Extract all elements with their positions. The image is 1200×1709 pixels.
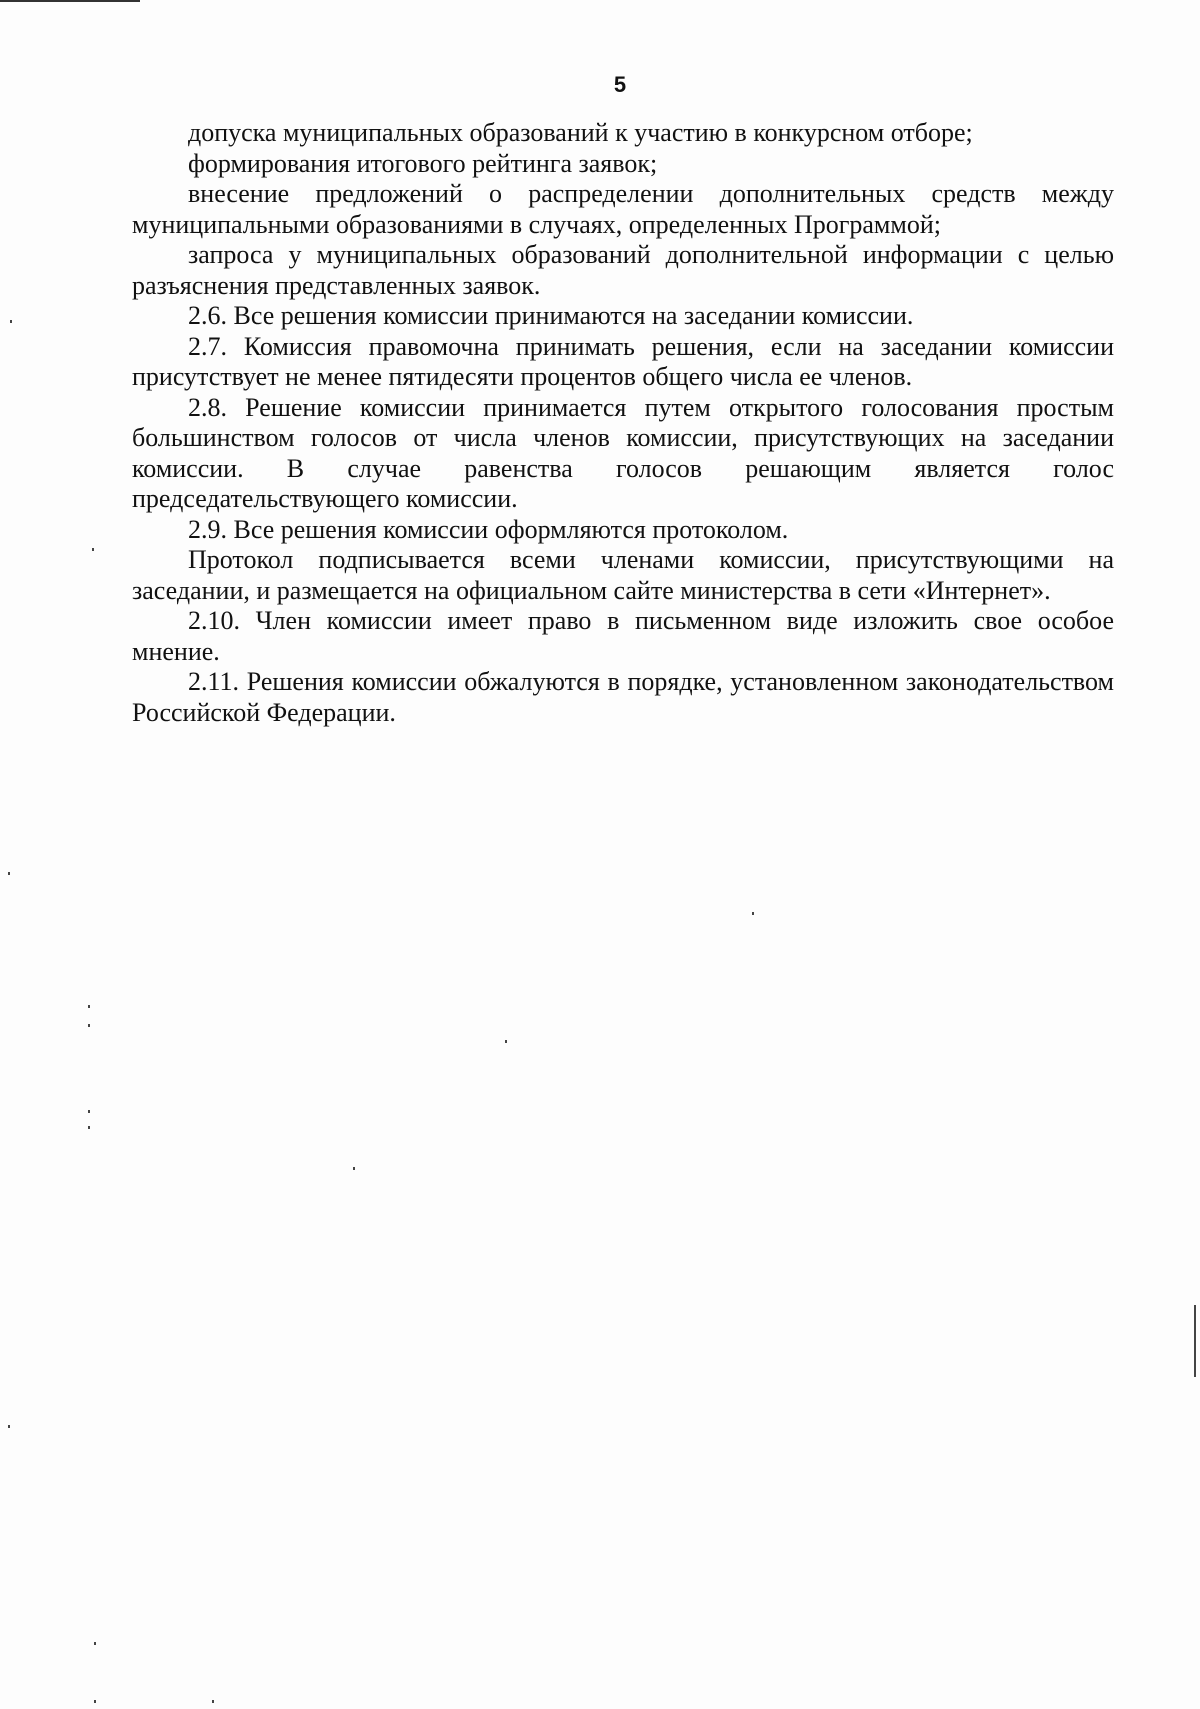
scan-speck [94, 1642, 96, 1645]
scan-speck [505, 1040, 507, 1043]
scan-speck [8, 1425, 10, 1428]
scan-speck [94, 1700, 96, 1703]
scan-speck [8, 872, 10, 875]
paragraph-request-info: запроса у муниципальных образований дополнительной информации с целью разъяснения представленных заявок. [132, 240, 1114, 300]
scan-speck [353, 1167, 355, 1170]
scan-speck [92, 548, 94, 551]
clause-2-9: 2.9. Все решения комиссии оформляются протоколом. [188, 514, 789, 544]
scan-artifact-top-line [0, 0, 140, 2]
document-body [132, 118, 1114, 728]
clause-2-11: 2.11. Решения комиссии обжалуются в порядке, установленном законодательством Российской Федерации. [132, 667, 1114, 727]
scan-artifact-right-edge [1194, 1305, 1196, 1377]
paragraph-protocol: Протокол подписывается всеми членами комиссии, присутствующими на заседании, и размещается на официальном сайте министерства в сети «Интернет». [132, 545, 1114, 605]
scan-speck [88, 1110, 90, 1113]
paragraph-admission: допуска муниципальных образований к участию в конкурсном отборе; [188, 118, 973, 147]
scan-speck [752, 912, 754, 915]
clause-2-6: 2.6. Все решения комиссии принимаются на заседании комиссии. [188, 301, 914, 330]
scan-speck [88, 1126, 90, 1129]
scan-speck [10, 320, 12, 323]
scan-speck [212, 1700, 214, 1703]
scan-speck [88, 1024, 90, 1027]
clause-2-10: 2.10. Член комиссии имеет право в письменном виде изложить свое особое мнение. [132, 606, 1114, 666]
clause-2-7: 2.7. Комиссия правомочна принимать решения, если на заседании комиссии присутствует не менее пятидесяти процентов общего числа ее членов. [132, 331, 1114, 391]
paragraph-distribution: внесение предложений о распределении дополнительных средств между муниципальными образованиями в случаях, определенных Программой; [132, 179, 1114, 239]
paragraph-rating: формирования итогового рейтинга заявок; [188, 148, 658, 178]
clause-2-8: 2.8. Решение комиссии принимается путем открытого голосования простым большинством голосов от числа членов комиссии, присутствующих на заседании комиссии. В случае равенства голосов решающим является голос председательствующего комиссии. [132, 392, 1114, 513]
scan-speck [88, 1005, 90, 1008]
page-number: 5 [613, 72, 627, 97]
